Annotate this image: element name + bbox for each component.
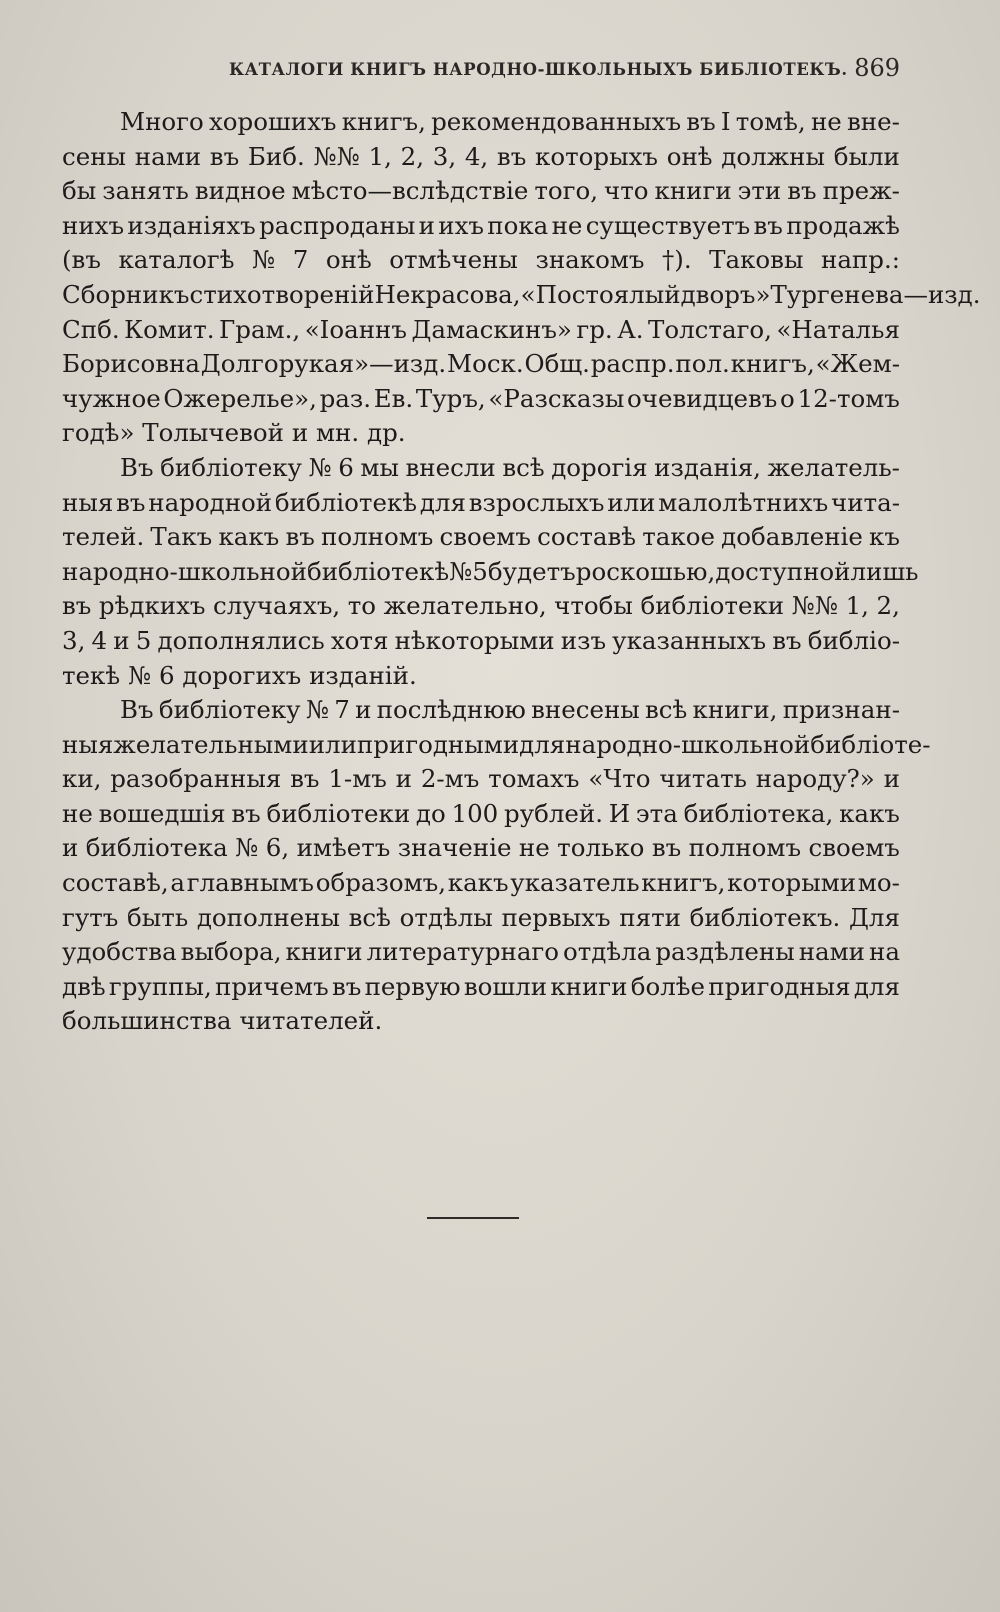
text-line: Много хорошихъ книгъ, рекомендованныхъ въ I томѣ, не вне- <box>120 107 900 136</box>
text-line: текѣ № 6 дорогихъ изданій. <box>62 660 417 690</box>
running-head: КАТАЛОГИ КНИГЪ НАРОДНО-ШКОЛЬНЫХЪ БИБЛІОТЕКЪ. <box>229 60 848 79</box>
text-line: нихъ изданіяхъ распроданы и ихъ пока не существуетъ въ продажѣ <box>62 210 900 240</box>
text-line: ки, разобранныя въ 1-мъ и 2-мъ томахъ «Что читать народу?» и <box>62 764 900 794</box>
text-line: сены нами въ Биб. №№ 1, 2, 3, 4, въ которыхъ онѣ должны были <box>62 141 900 171</box>
text-line: и библіотека № 6, имѣетъ значеніе не только въ полномъ своемъ <box>62 833 900 863</box>
paragraph <box>62 693 931 1039</box>
text-line: народно-школьной библіотекѣ № 5 будетъ роскошью, доступной лишь <box>62 556 919 586</box>
text-line: Сборникъ стихотвореній Некрасова, «Постоялый дворъ» Тургенева—изд. <box>62 279 981 309</box>
text-line: Спб. Комит. Грам., «Іоаннъ Дамаскинъ» гр. А. Толстаго, «Наталья <box>62 314 900 344</box>
body-text <box>62 105 981 1039</box>
end-rule <box>427 1217 519 1219</box>
text-line: удобства выбора, книги литературнаго отдѣла раздѣлены нами на <box>62 937 900 967</box>
text-line: большинства читателей. <box>62 1006 383 1036</box>
text-line: (въ каталогѣ № 7 онѣ отмѣчены знакомъ †). Таковы напр.: <box>62 245 900 275</box>
text-line: ныя въ народной библіотекѣ для взрослыхъ или малолѣтнихъ чита- <box>62 487 900 517</box>
text-line: въ рѣдкихъ случаяхъ, то желательно, чтобы библіотеки №№ 1, 2, <box>62 591 900 621</box>
paragraph <box>62 105 981 451</box>
text-line: Въ библіотеку № 7 и послѣднюю внесены всѣ книги, признан- <box>120 695 900 725</box>
text-line: 3, 4 и 5 дополнялись хотя нѣкоторыми изъ указанныхъ въ библіо- <box>62 625 900 655</box>
text-line: бы занять видное мѣсто—вслѣдствіе того, что книги эти въ преж- <box>62 176 900 206</box>
text-line: составѣ, а главнымъ образомъ, какъ указатель книгъ, которыми мо- <box>62 868 900 898</box>
text-line: не вошедшія въ библіотеки до 100 рублей. И эта библіотека, какъ <box>62 798 900 828</box>
text-line: двѣ группы, причемъ въ первую вошли книги болѣе пригодныя для <box>62 971 900 1001</box>
page-header <box>64 54 900 90</box>
text-line: ныя желательными или пригодными для народно-школьной библіоте- <box>62 729 931 759</box>
page-number: 869 <box>854 54 900 82</box>
text-line: чужное Ожерелье», раз. Ев. Туръ, «Разсказы очевидцевъ о 12-томъ <box>62 383 900 413</box>
paragraph <box>62 451 919 693</box>
text-line: Борисовна Долгорукая»—изд. Моск. Общ. распр. пол. книгъ, «Жем- <box>62 349 900 379</box>
text-line: телей. Такъ какъ въ полномъ своемъ составѣ такое добавленіе къ <box>62 522 900 552</box>
text-line: гутъ быть дополнены всѣ отдѣлы первыхъ пяти библіотекъ. Для <box>62 902 900 932</box>
text-line: Въ библіотеку № 6 мы внесли всѣ дорогія изданія, желатель- <box>120 452 900 482</box>
text-line: годѣ» Толычевой и мн. др. <box>62 418 406 448</box>
